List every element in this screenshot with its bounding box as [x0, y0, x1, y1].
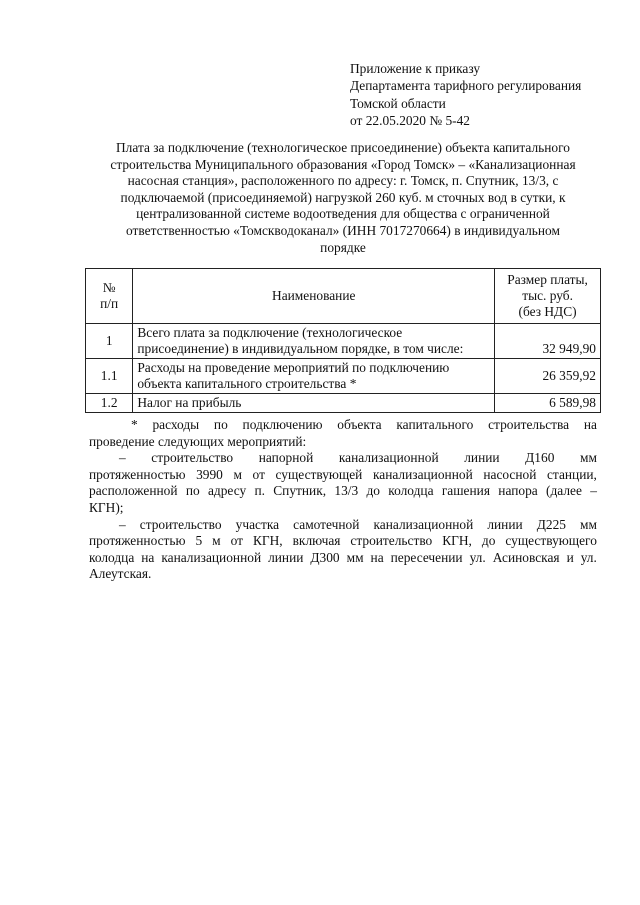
footnote-word: гашения: [441, 483, 490, 499]
footnote-word: Спутник,: [273, 483, 327, 499]
footnote-word: и: [566, 549, 574, 565]
table-row: [86, 324, 601, 359]
order-reference-line: Приложение к приказу: [350, 61, 481, 76]
footnote-word: –: [119, 450, 126, 466]
footnote-word: до: [366, 483, 380, 499]
footnote-line: [89, 467, 597, 484]
footnote-word: –: [590, 483, 597, 499]
footnote-word: мм: [580, 516, 597, 532]
row-name-text: Налог на прибыль: [137, 395, 242, 410]
title-line: насосная станция», расположенного по адресу: г. Томск, п. Спутник, 13/3, с: [127, 173, 559, 189]
footnote-block: [89, 417, 597, 583]
footnote-word: от: [252, 466, 265, 482]
footnote-word: 13/3: [334, 483, 359, 499]
footnote-word: расходы: [152, 417, 200, 432]
title-line: строительства Муниципального образования «Город Томск» – «Канализационная: [110, 156, 576, 172]
footnote-word: на: [583, 417, 597, 432]
footnote-line: [89, 450, 597, 467]
order-reference-line: Томской области: [350, 95, 446, 111]
row-name-text: Всего плата за подключение (технологическое: [137, 325, 403, 340]
row-amount-cell: 32 949,90: [495, 324, 601, 359]
title-line: порядке: [320, 239, 366, 255]
footnote-word: мм: [346, 549, 364, 565]
footnote-word: по: [185, 483, 200, 499]
footnote-word: строительство: [350, 533, 433, 549]
footnote-word: насосной: [483, 466, 537, 482]
footnote-word: адресу: [207, 483, 247, 499]
footnote-word: 3990: [196, 466, 223, 482]
footnote-word: м: [212, 533, 221, 549]
footnote-word: строительства: [488, 417, 570, 432]
title-line: ответственностью «Томскводоканал» (ИНН 7017270664) в индивидуальном: [126, 222, 560, 238]
title-line: централизованной системе водоотведения для общества с ограниченной: [136, 206, 550, 222]
footnote-line: Алеутская.: [89, 566, 152, 582]
footnote-word: линии: [487, 516, 523, 532]
row-name-text: Расходы на проведение мероприятий по подключению: [137, 360, 450, 375]
footnote-word: канализационной: [161, 549, 262, 565]
footnote-line: [89, 533, 597, 550]
row-name-text: объекта капитального строительства *: [137, 376, 357, 391]
footnote-word: капитального: [396, 417, 474, 432]
footnote-word: –: [119, 516, 126, 532]
table-row: [86, 359, 601, 394]
footnote-word: канализационной: [338, 450, 439, 466]
footnote-word: самотечной: [293, 516, 360, 532]
footnote-word: канализационной: [373, 516, 474, 532]
footnote-word: м: [233, 466, 242, 482]
footnote-word: до: [481, 533, 496, 549]
footnote-word: существующей: [275, 466, 363, 482]
footnote-word: мм: [580, 450, 597, 466]
footnote-word: 5: [195, 533, 203, 549]
footnote-word: подключению: [242, 417, 323, 432]
footnote-word: существующего: [505, 533, 597, 549]
footnote-word: п.: [254, 483, 265, 499]
row-amount-cell: 6 589,98: [495, 394, 601, 413]
footnote-word: пересечении: [390, 549, 463, 565]
footnote-word: на: [141, 549, 155, 565]
header-amount-cell: [495, 269, 601, 324]
footnote-word: расположенной: [89, 483, 178, 499]
header-num-label: №: [102, 280, 116, 295]
footnote-word: линии: [464, 450, 500, 466]
footnote-word: ул.: [580, 549, 597, 565]
footnote-word: Асиновская: [492, 549, 560, 565]
footnote-word: КГН,: [442, 533, 472, 549]
footnote-word: на: [370, 549, 384, 565]
document-title: [70, 140, 616, 256]
table-row: [86, 394, 601, 413]
footnote-word: (далее: [546, 483, 582, 499]
footnote-word: *: [131, 417, 138, 432]
footnote-line: [89, 517, 597, 534]
header-num-label: п/п: [100, 296, 119, 311]
footnote-word: строительство: [139, 516, 222, 532]
header-amount-label: тыс. руб.: [522, 288, 573, 303]
footnote-word: колодца: [388, 483, 434, 499]
footnote-word: колодца: [89, 549, 135, 565]
footnote-line: [89, 417, 597, 434]
row-name-cell: [133, 394, 495, 413]
footnote-word: КГН,: [252, 533, 283, 549]
row-name-cell: [133, 359, 495, 394]
footnote-word: станции,: [546, 466, 597, 482]
order-reference-line: Департамента тарифного регулирования: [350, 78, 582, 94]
row-num-cell: 1.2: [86, 394, 133, 413]
fee-table: [85, 268, 601, 413]
title-line: подключаемой (присоединяемой) нагрузкой 260 куб. м сточных вод в сутки, к: [120, 189, 566, 205]
header-amount-label: (без НДС): [518, 304, 577, 319]
footnote-line: [89, 483, 597, 500]
footnote-word: от: [230, 533, 243, 549]
row-name-cell: [133, 324, 495, 359]
footnote-word: напора: [498, 483, 538, 499]
footnote-word: строительство: [151, 450, 234, 466]
footnote-line: [89, 550, 597, 567]
footnote-word: линии: [268, 549, 304, 565]
footnote-word: объекта: [337, 417, 382, 432]
footnote-word: участка: [235, 516, 280, 532]
footnote-word: по: [213, 417, 228, 432]
footnote-word: Д300: [310, 549, 340, 565]
order-reference-block: [350, 60, 620, 130]
footnote-word: протяженностью: [89, 533, 186, 549]
footnote-word: канализационной: [372, 466, 473, 482]
header-amount-label: Размер платы,: [507, 272, 588, 287]
footnote-word: Д225: [536, 516, 566, 532]
footnote-word: ул.: [469, 549, 486, 565]
table-header-row: [86, 269, 601, 324]
footnote-word: напорной: [258, 450, 314, 466]
header-name-cell: [133, 269, 495, 324]
row-num-cell: 1.1: [86, 359, 133, 394]
row-name-text: присоединение) в индивидуальном порядке, в том числе:: [137, 341, 464, 356]
footnote-word: включая: [292, 533, 341, 549]
header-num-cell: [86, 269, 133, 324]
footnote-word: Д160: [525, 450, 555, 466]
order-reference-line: от 22.05.2020 № 5-42: [350, 113, 470, 129]
footnote-word: протяженностью: [89, 466, 186, 482]
footnote-line: проведение следующих мероприятий:: [89, 433, 307, 449]
row-amount-cell: 26 359,92: [495, 359, 601, 394]
footnote-line: КГН);: [89, 499, 124, 515]
title-line: Плата за подключение (технологическое присоединение) объекта капитального: [116, 140, 570, 155]
header-name-label: Наименование: [272, 288, 356, 303]
row-num-cell: 1: [86, 324, 133, 359]
